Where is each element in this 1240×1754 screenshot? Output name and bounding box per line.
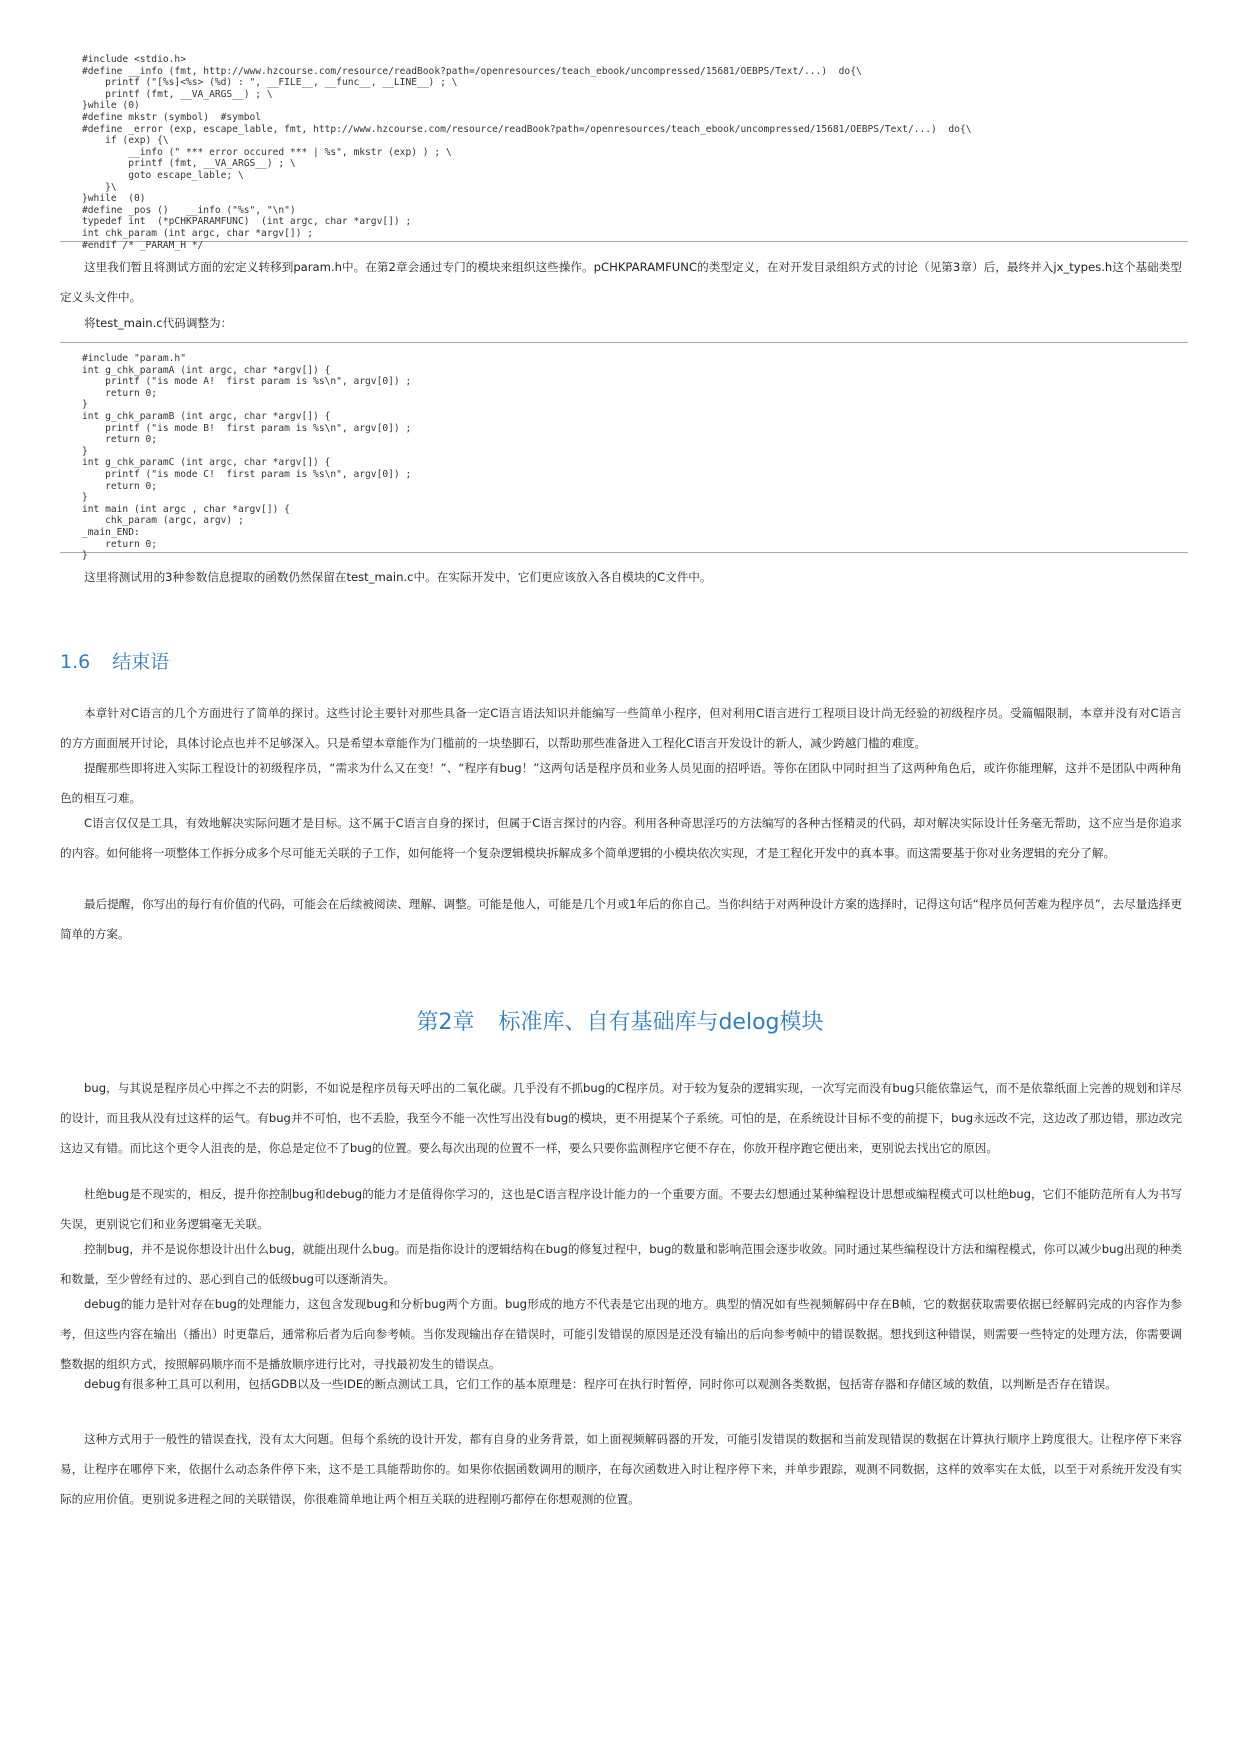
paragraph: 控制bug，并不是说你想设计出什么bug，就能出现什么bug。而是指你设计的逻辑结构在bug的修复过程中，bug的数量和影响范围会逐步收敛。同时通过某些编程设计方法和编程模式，你可以减少bug出现的种类和数量，至少曾经有过的、恶心到自己的低级bug可以逐渐消失。: [60, 1242, 1182, 1286]
code-line: #endif /* _PARAM_H */: [82, 239, 204, 251]
code-block-param-h: [60, 52, 1188, 251]
code-line: printf ("is mode B! first param is %s\n", argv[0]) ;: [82, 422, 412, 434]
code-line: int g_chk_paramB (int argc, char *argv[]) {: [82, 410, 331, 422]
code-line: #define mkstr (symbol) #symbol: [82, 111, 262, 123]
paragraph: debug的能力是针对存在bug的处理能力，这包含发现bug和分析bug两个方面。bug形成的地方不代表是它出现的地方。典型的情况如有些视频解码中存在B帧，它的数据获取需要依据已经解码完成的内容作为参考，但这些内容在输出（播出）时更靠后，通常称后者为后向参考帧。当你发现输出存在错误时，可能引发错误的原因是还没有输出的后向参考帧中的错误数据。想找到这种错误，则需要一些特定的处理方法，你需要调整数据的组织方式，按照解码顺序而不是播放顺序进行比对，寻找最初发生的错误点。: [60, 1297, 1182, 1371]
paragraph: debug有很多种工具可以利用，包括GDB以及一些IDE的断点测试工具，它们工作的基本原理是：程序可在执行时暂停，同时你可以观测各类数据，包括寄存器和存储区域的数值，以判断是否存在错误。: [84, 1377, 1117, 1391]
code-line: }while (0): [82, 100, 140, 112]
code-line: return 0;: [82, 387, 158, 399]
code-line: printf (fmt, __VA_ARGS__) ; \: [82, 88, 273, 100]
paragraph: 这种方式用于一般性的错误查找，没有太大问题。但每个系统的设计开发，都有自身的业务背景，如上面视频解码器的开发，可能引发错误的数据和当前发现错误的数据在计算执行顺序上跨度很大。让程序停下来容易，让程序在哪停下来，依据什么动态条件停下来，这不是工具能帮助你的。如果你依据函数调用的顺序，在每次函数进入时让程序停下来，并单步跟踪，观测不同数据，这样的效率实在太低，以至于对系统开发没有实际的应用价值。更别说多进程之间的关联错误，你很难简单地让两个相互关联的进程刚巧都停在你想观测的位置。: [60, 1432, 1182, 1506]
code-line: #include "param.h": [82, 353, 186, 364]
code-line: __info (" *** error occured *** | %s", mkstr (exp) ) ; \: [82, 146, 452, 158]
code-line: #define _pos () __info ("%s", "\n"): [82, 204, 296, 216]
code-line: return 0;: [82, 434, 158, 446]
chapter-number: 第2章: [416, 1010, 475, 1035]
code-line: goto escape_lable; \: [82, 169, 244, 181]
code-line: int main (int argc , char *argv[]) {: [82, 503, 290, 515]
chapter-title: 标准库、自有基础库与delog模块: [498, 1010, 824, 1035]
paragraph: 这里将测试用的3种参数信息提取的函数仍然保留在test_main.c中。在实际开发中，它们更应该放入各自模块的C文件中。: [84, 570, 712, 584]
code-line: }: [82, 445, 88, 457]
code-line: #define _error (exp, escape_lable, fmt, http://www.hzcourse.com/resource/readBook?path=/openresources/teach_ebook/uncompressed/15681/OEBPS/Text/...) do{\: [82, 123, 972, 135]
code-line: }: [82, 550, 88, 562]
paragraph: 本章针对C语言的几个方面进行了简单的探讨。这些讨论主要针对那些具备一定C语言语法知识并能编写一些简单小程序，但对利用C语言进行工程项目设计尚无经验的初级程序员。受篇幅限制，本章并没有对C语言的方方面面展开讨论，具体讨论点也并不足够深入。只是希望本章能作为门槛前的一块垫脚石，以帮助那些准备进入工程化C语言开发设计的新人，减少跨越门槛的难度。: [60, 706, 1182, 750]
paragraph: 杜绝bug是不现实的，相反，提升你控制bug和debug的能力才是值得你学习的，这也是C语言程序设计能力的一个重要方面。不要去幻想通过某种编程设计思想或编程模式可以杜绝bug，它们不能防范所有人为书写失误，更别说它们和业务逻辑毫无关联。: [60, 1187, 1182, 1231]
paragraph: 将test_main.c代码调整为：: [84, 316, 233, 330]
paragraph: 这里我们暂且将测试方面的宏定义转移到param.h中。在第2章会通过专门的模块来组织这些操作。pCHKPARAMFUNC的类型定义，在对开发目录组织方式的讨论（见第3章）后，最终并入jx_types.h这个基础类型定义头文件中。: [60, 260, 1182, 304]
code-line: printf (fmt, __VA_ARGS__) ; \: [82, 158, 296, 170]
code-line: _main_END:: [82, 526, 140, 538]
code-line: printf ("is mode A! first param is %s\n", argv[0]) ;: [82, 376, 412, 388]
code-line: return 0;: [82, 538, 158, 550]
code-line: }\: [82, 181, 117, 193]
code-line: }: [82, 492, 88, 504]
code-line: }: [82, 399, 88, 411]
code-line: chk_param (argc, argv) ;: [82, 515, 244, 527]
paragraph: 提醒那些即将进入实际工程设计的初级程序员，“需求为什么又在变！”、“程序有bug！”这两句话是程序员和业务人员见面的招呼语。等你在团队中同时担当了这两种角色后，或许你能理解，这并不是团队中两种角色的相互刁难。: [60, 761, 1182, 805]
paragraph: 最后提醒，你写出的每行有价值的代码，可能会在后续被阅读、理解、调整。可能是他人，可能是几个月或1年后的你自己。当你纠结于对两种设计方案的选择时，记得这句话“程序员何苦难为程序员”，去尽量选择更简单的方案。: [60, 897, 1182, 941]
code-line: int g_chk_paramA (int argc, char *argv[]) {: [82, 364, 331, 376]
code-line: #include <stdio.h>: [82, 54, 186, 65]
section-title: 结束语: [112, 651, 170, 673]
code-line: }while (0): [82, 193, 146, 205]
section-number: 1.6: [60, 651, 91, 673]
code-line: #define __info (fmt, http://www.hzcourse.com/resource/readBook?path=/openresources/teach_ebook/uncompressed/15681/OEBPS/Text/...) do{\: [82, 65, 862, 77]
code-line: int chk_param (int argc, char *argv[]) ;: [82, 227, 314, 239]
code-line: int g_chk_paramC (int argc, char *argv[]) {: [82, 457, 331, 469]
paragraph: bug，与其说是程序员心中挥之不去的阴影，不如说是程序员每天呼出的二氧化碳。几乎没有不抓bug的C程序员。对于较为复杂的逻辑实现，一次写完而没有bug只能依靠运气，而不是依靠纸面上完善的规划和详尽的设计，而且我从没有过这样的运气。有bug并不可怕，也不丢脸，我至今不能一次性写出没有bug的模块，更不用提某个子系统。可怕的是，在系统设计目标不变的前提下，bug永远改不完，这边改了那边错，那边改完这边又有错。而比这个更令人沮丧的是，你总是定位不了bug的位置。要么每次出现的位置不一样，要么只要你监测程序它便不存在，你放开程序跑它便出来，更别说去找出它的原因。: [60, 1081, 1182, 1155]
code-line: printf ("is mode C! first param is %s\n", argv[0]) ;: [82, 468, 412, 480]
code-line: printf ("[%s]<%s> (%d) : ", __FILE__, __func__, __LINE__) ; \: [82, 77, 458, 89]
code-line: if (exp) {\: [82, 135, 169, 147]
code-line: typedef int (*pCHKPARAMFUNC) (int argc, char *argv[]) ;: [82, 216, 412, 228]
chapter-heading: [0, 1005, 1240, 1036]
paragraph: C语言仅仅是工具，有效地解决实际问题才是目标。这不属于C语言自身的探讨，但属于C语言探讨的内容。利用各种奇思淫巧的方法编写的各种古怪精灵的代码，却对解决实际设计任务毫无帮助，这不应当是你追求的内容。如何能将一项整体工作拆分成多个尽可能无关联的子工作，如何能将一个复杂逻辑模块拆解成多个简单逻辑的小模块依次实现，才是工程化开发中的真本事。而这需要基于你对业务逻辑的充分了解。: [60, 816, 1182, 860]
section-heading: [60, 647, 169, 674]
code-line: return 0;: [82, 480, 158, 492]
code-block-test-main-c: [60, 342, 1188, 562]
